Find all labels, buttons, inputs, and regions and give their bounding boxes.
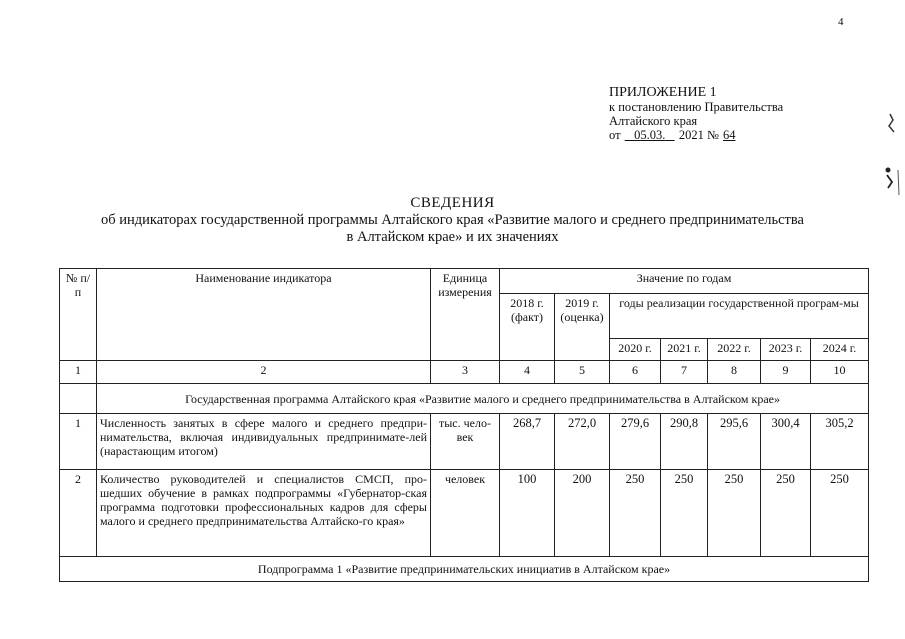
column-numbers-row	[60, 361, 869, 384]
column-number: 3	[431, 361, 500, 384]
value-cell: 300,4	[761, 414, 811, 470]
header-year: 2023 г.	[761, 339, 811, 361]
header-year: 2021 г.	[661, 339, 708, 361]
header-year: 2024 г.	[811, 339, 869, 361]
row-number: 1	[60, 414, 97, 470]
appendix-block	[609, 86, 783, 142]
appendix-title: ПРИЛОЖЕНИЕ 1	[609, 85, 717, 100]
column-number: 6	[610, 361, 661, 384]
value-cell: 268,7	[500, 414, 555, 470]
value-cell: 272,0	[555, 414, 610, 470]
value-cell: 250	[610, 470, 661, 557]
program-title: Государственная программа Алтайского края «Развитие малого и среднего предпринимательства в Алтайском крае»	[97, 384, 869, 414]
indicator-unit: тыс. чело-век	[431, 414, 500, 470]
heading-main: СВЕДЕНИЯ	[410, 195, 495, 211]
column-number: 1	[60, 361, 97, 384]
decree-date-value: 05.03.	[634, 128, 666, 142]
header-values-by-years: Значение по годам	[500, 269, 869, 294]
value-cell: 295,6	[708, 414, 761, 470]
document-heading	[0, 195, 905, 246]
page-number: 4	[838, 16, 844, 28]
column-number: 4	[500, 361, 555, 384]
table-row	[60, 414, 869, 470]
decree-year-number-label: 2021 №	[678, 128, 719, 142]
value-cell: 250	[661, 470, 708, 557]
value-cell: 250	[761, 470, 811, 557]
program-title-row	[60, 384, 869, 414]
indicator-unit: человек	[431, 470, 500, 557]
value-cell: 200	[555, 470, 610, 557]
header-name: Наименование индикатора	[97, 269, 431, 361]
value-cell: 100	[500, 470, 555, 557]
program-num-cell	[60, 384, 97, 414]
decree-number: 64	[723, 128, 736, 142]
value-cell: 290,8	[661, 414, 708, 470]
value-cell: 279,6	[610, 414, 661, 470]
header-year: 2020 г.	[610, 339, 661, 361]
decree-date	[624, 128, 676, 142]
column-number: 8	[708, 361, 761, 384]
from-label: от	[609, 128, 621, 142]
heading-line-1: об индикаторах государственной программы Алтайского края «Развитие малого и среднего предпринимательства	[101, 212, 804, 228]
column-number: 5	[555, 361, 610, 384]
appendix-line-2: Алтайского края	[609, 114, 698, 128]
value-cell: 250	[811, 470, 869, 557]
indicator-name: Количество руководителей и специалистов СМСП, про-шедших обучение в рамках подпрограммы «Губернатор-ская программа подготовки профессиональных кадров для сферы малого и среднего предпринимательства Алтайско-го края»	[97, 470, 431, 557]
header-year: 2022 г.	[708, 339, 761, 361]
column-number: 2	[97, 361, 431, 384]
appendix-line-1: к постановлению Правительства	[609, 100, 784, 114]
heading-line-2: в Алтайском крае» и их значениях	[346, 229, 559, 245]
column-number: 7	[661, 361, 708, 384]
column-number: 10	[811, 361, 869, 384]
indicator-name: Численность занятых в сфере малого и среднего предпри-нимательства, включая индивидуальных предпринимате-лей (нарастающим итогом)	[97, 414, 431, 470]
column-number: 9	[761, 361, 811, 384]
header-2019: 2019 г. (оценка)	[555, 294, 610, 361]
table-row	[60, 470, 869, 557]
indicators-table	[59, 268, 869, 582]
header-unit: Единица измерения	[431, 269, 500, 361]
row-number: 2	[60, 470, 97, 557]
subprogram-title: Подпрограмма 1 «Развитие предпринимательских инициатив в Алтайском крае»	[60, 557, 869, 582]
value-cell: 250	[708, 470, 761, 557]
header-implementation-years: годы реализации государственной програм-мы	[610, 294, 869, 339]
appendix-date-line	[609, 128, 783, 142]
header-num: № п/п	[60, 269, 97, 361]
value-cell: 305,2	[811, 414, 869, 470]
subprogram-title-row	[60, 557, 869, 582]
header-2018: 2018 г. (факт)	[500, 294, 555, 361]
